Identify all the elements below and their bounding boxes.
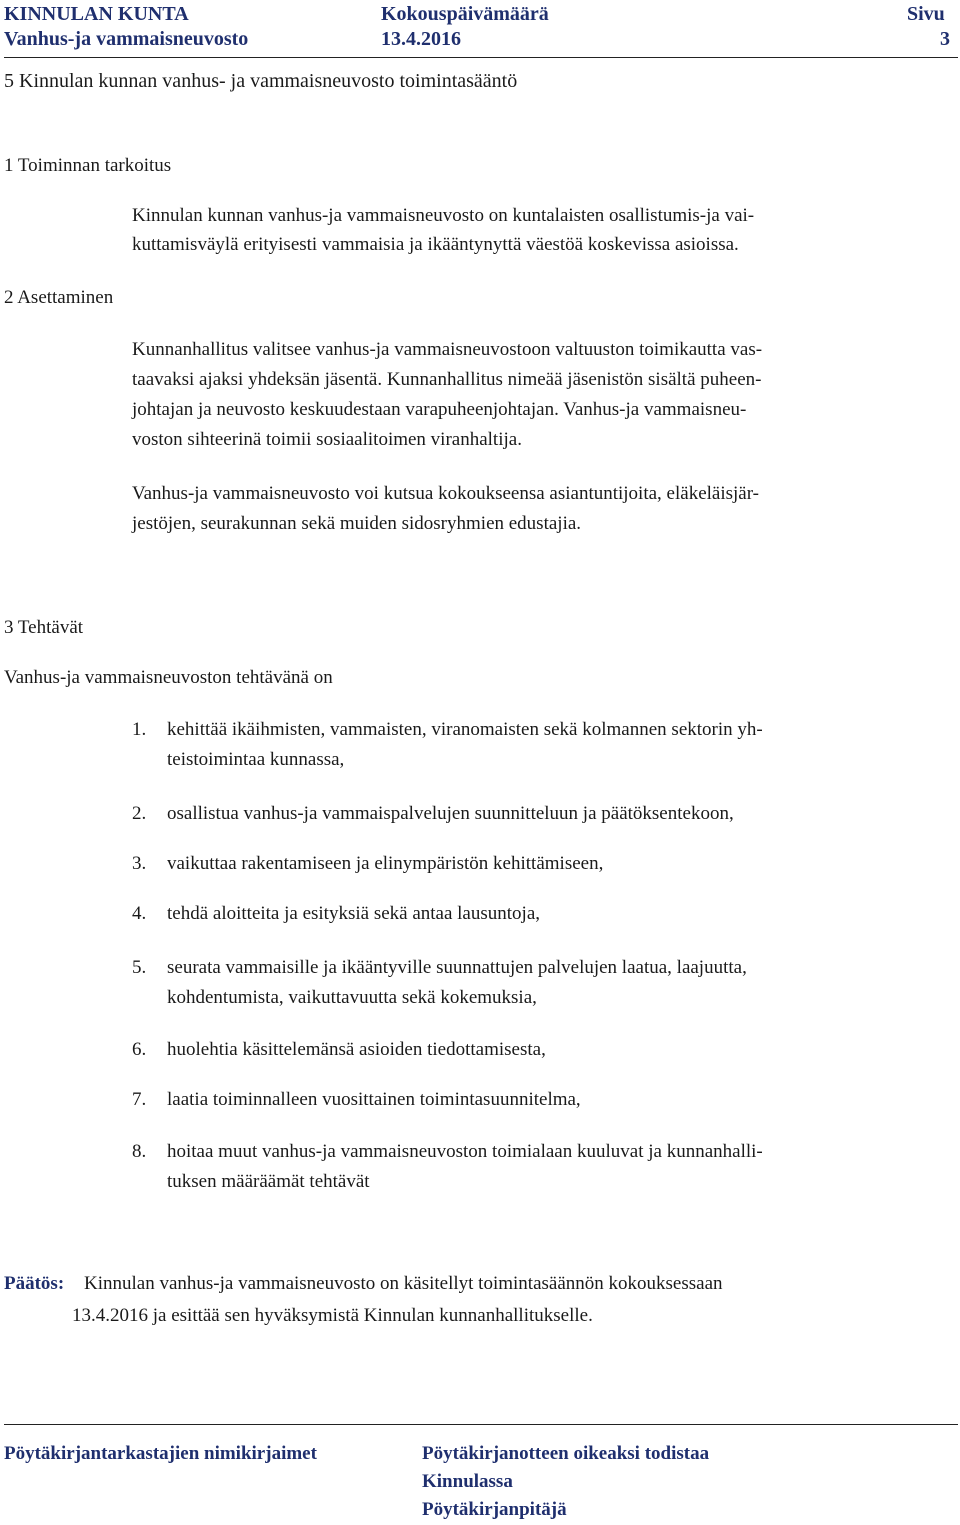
page-label: Sivu xyxy=(907,3,945,25)
list-item-text: teistoimintaa kunnassa, xyxy=(167,749,345,770)
footer-certification-label: Pöytäkirjanotteen oikeaksi todistaa xyxy=(422,1443,710,1464)
decision-text-line: 13.4.2016 ja esittää sen hyväksymistä Kinnulan kunnanhallitukselle. xyxy=(72,1305,593,1326)
footer-signature-label: Pöytäkirjantarkastajien nimikirjaimet xyxy=(4,1443,317,1464)
meeting-date: 13.4.2016 xyxy=(381,28,461,50)
list-item-number: 5. xyxy=(132,957,147,978)
list-item-text: osallistua vanhus-ja vammaispalvelujen suunnitteluun ja päätöksentekoon, xyxy=(167,803,734,824)
tasks-intro: Vanhus-ja vammaisneuvoston tehtävänä on xyxy=(4,667,333,688)
list-item-text: huolehtia käsittelemänsä asioiden tiedottamisesta, xyxy=(167,1039,546,1060)
meeting-date-label: Kokouspäivämäärä xyxy=(381,3,549,25)
list-item-text: laatia toiminnalleen vuosittainen toimintasuunnitelma, xyxy=(167,1089,581,1110)
list-item-text: kohdentumista, vaikuttavuutta sekä kokemuksia, xyxy=(167,987,537,1008)
section-heading-appointment: 2 Asettaminen xyxy=(4,287,114,308)
decision-label: Päätös: xyxy=(4,1273,65,1294)
decision-text-line: Kinnulan vanhus-ja vammaisneuvosto on käsitellyt toimintasäännön kokouksessaan xyxy=(84,1273,723,1294)
list-item-number: 7. xyxy=(132,1089,147,1110)
purpose-text-line: kuttamisväylä erityisesti vammaisia ja ikääntynyttä väestöä koskevissa asioissa. xyxy=(132,234,739,255)
footer-location: Kinnulassa xyxy=(422,1471,513,1492)
list-item-number: 2. xyxy=(132,803,147,824)
appointment-text-line: Kunnanhallitus valitsee vanhus-ja vammaisneuvostoon valtuuston toimikautta vas- xyxy=(132,339,763,360)
list-item-text: tehdä aloitteita ja esityksiä sekä antaa lausuntoja, xyxy=(167,903,541,924)
list-item-text: tuksen määräämät tehtävät xyxy=(167,1171,370,1192)
appointment-text-line: taavaksi ajaksi yhdeksän jäsentä. Kunnanhallitus nimeää jäsenistön sisältä puheen- xyxy=(132,369,762,390)
list-item-number: 3. xyxy=(132,853,147,874)
appointment-text-line: johtajan ja neuvosto keskuudestaan varapuheenjohtajan. Vanhus-ja vammaisneu- xyxy=(132,399,747,420)
list-item-text: hoitaa muut vanhus-ja vammaisneuvoston toimialaan kuuluvat ja kunnanhalli- xyxy=(167,1141,763,1162)
body-name: Vanhus-ja vammaisneuvosto xyxy=(4,28,249,50)
list-item-text: seurata vammaisille ja ikääntyville suunnattujen palvelujen laatua, laajuutta, xyxy=(167,957,747,978)
list-item-number: 4. xyxy=(132,903,147,924)
section-heading-purpose: 1 Toiminnan tarkoitus xyxy=(4,155,172,176)
list-item-text: vaikuttaa rakentamiseen ja elinympäristön kehittämiseen, xyxy=(167,853,604,874)
appointment-text-line: Vanhus-ja vammaisneuvosto voi kutsua kokoukseensa asiantuntijoita, eläkeläisjär- xyxy=(132,483,759,504)
purpose-text-line: Kinnulan kunnan vanhus-ja vammaisneuvosto on kuntalaisten osallistumis-ja vai- xyxy=(132,205,755,226)
section-heading-tasks: 3 Tehtävät xyxy=(4,617,84,638)
page-title: 5 Kinnulan kunnan vanhus- ja vammaisneuvosto toimintasääntö xyxy=(4,70,518,92)
page-number: 3 xyxy=(940,28,950,50)
list-item-text: kehittää ikäihmisten, vammaisten, viranomaisten sekä kolmannen sektorin yh- xyxy=(167,719,763,740)
list-item-number: 1. xyxy=(132,719,147,740)
header-divider xyxy=(4,57,958,58)
list-item-number: 6. xyxy=(132,1039,147,1060)
appointment-text-line: jestöjen, seurakunnan sekä muiden sidosryhmien edustajia. xyxy=(132,513,582,534)
footer-divider xyxy=(4,1424,958,1425)
municipality-name: KINNULAN KUNTA xyxy=(4,3,189,25)
list-item-number: 8. xyxy=(132,1141,147,1162)
appointment-text-line: voston sihteerinä toimii sosiaalitoimen viranhaltija. xyxy=(132,429,522,450)
footer-secretary-label: Pöytäkirjanpitäjä xyxy=(422,1499,567,1520)
